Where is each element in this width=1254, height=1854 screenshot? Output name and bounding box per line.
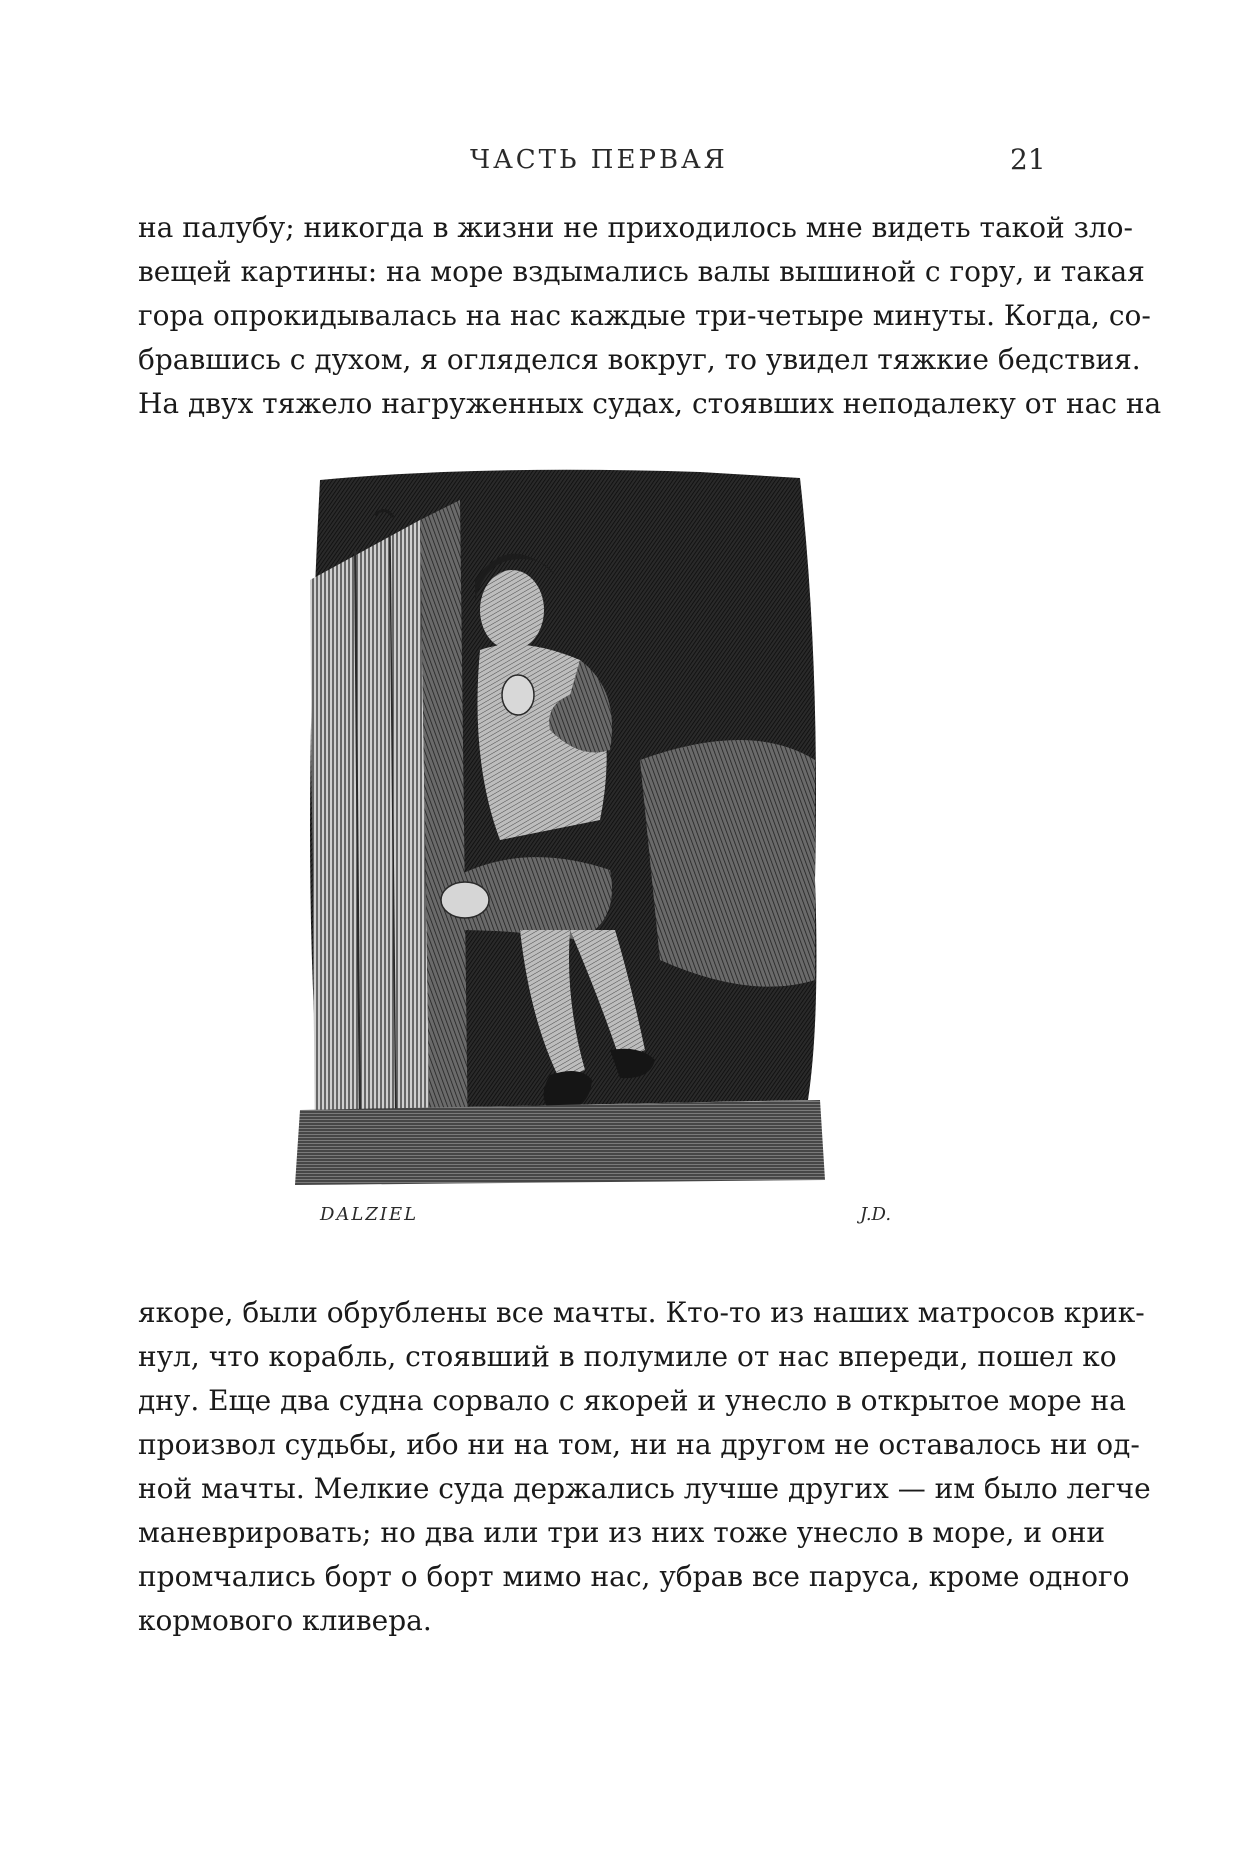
text-line: маневрировать; но два или три из них тоже унесло в море, и они [138, 1516, 1106, 1549]
text-line: промчались борт о борт мимо нас, убрав все паруса, кроме одного [138, 1560, 1130, 1593]
page-number: 21 [1010, 143, 1046, 176]
text-line: дну. Еще два судна сорвало с якорей и унесло в открытое море на [138, 1384, 1126, 1417]
engraving-illustration [280, 460, 930, 1250]
text-line: якоре, были обрублены все мачты. Кто-то из наших матросов крик- [138, 1296, 1145, 1329]
sack-heap [640, 740, 815, 987]
signature-right: J.D. [860, 1204, 892, 1225]
text-line: кормового кливера. [138, 1604, 432, 1637]
text-line: произвол судьбы, ибо ни на том, ни на другом не оставалось ни од- [138, 1428, 1140, 1461]
text-line: гора опрокидывалась на нас каждые три-четыре минуты. Когда, со- [138, 299, 1151, 332]
floor [295, 1100, 825, 1185]
text-line: на палубу; никогда в жизни не приходилось мне видеть такой зло- [138, 211, 1133, 244]
figure-head [480, 570, 544, 650]
paragraph-top [138, 206, 1162, 426]
text-line: нул, что корабль, стоявший в полумиле от нас впереди, пошел ко [138, 1340, 1117, 1373]
text-line: бравшись с духом, я огляделся вокруг, то увидел тяжкие бедствия. [138, 343, 1141, 376]
text-line: На двух тяжело нагруженных судах, стоявших неподалеку от нас на [138, 387, 1162, 420]
wooden-post [310, 520, 430, 1150]
running-title: ЧАСТЬ ПЕРВАЯ [470, 145, 728, 175]
engraving-image [280, 460, 930, 1250]
paragraph-bottom [138, 1291, 1151, 1643]
text-line: ной мачты. Мелкие суда держались лучше других — им было легче [138, 1472, 1151, 1505]
text-line: вещей картины: на море вздымались валы вышиной с гору, и такая [138, 255, 1145, 288]
signature-left: DALZIEL [320, 1204, 419, 1225]
